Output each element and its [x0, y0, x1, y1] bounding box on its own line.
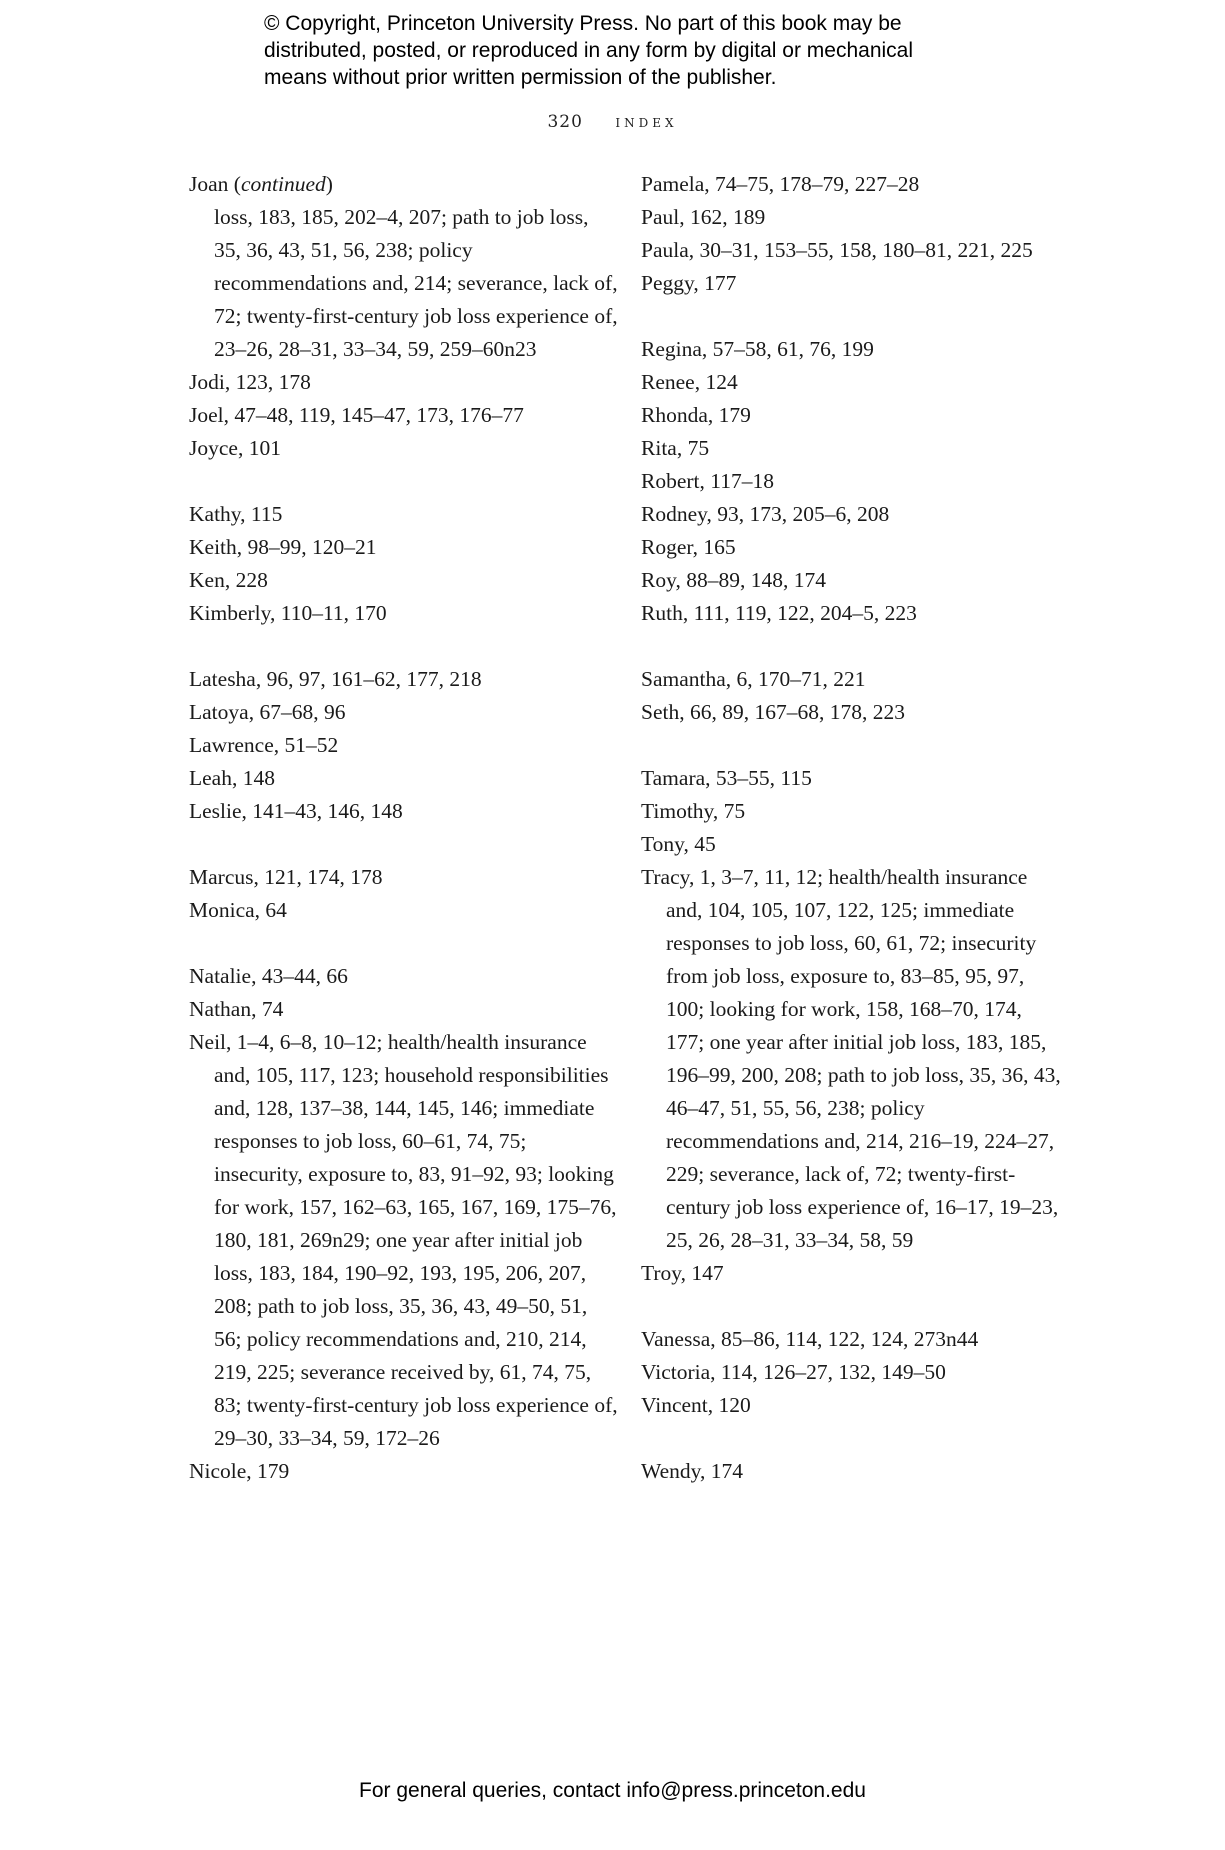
index-entry: Pamela, 74–75, 178–79, 227–28 [641, 172, 920, 196]
page-number: 320 [547, 112, 583, 132]
index-entry: Tony, 45 [641, 832, 716, 856]
index-entry: Leah, 148 [189, 766, 275, 790]
copyright-notice [264, 10, 1024, 91]
index-entry: Nicole, 179 [189, 1459, 290, 1483]
index-entry: Timothy, 75 [641, 799, 746, 823]
index-entry: Marcus, 121, 174, 178 [189, 865, 383, 889]
running-head [0, 112, 1225, 132]
index-column-right [641, 168, 1061, 1488]
index-entry: Samantha, 6, 170–71, 221 [641, 667, 866, 691]
index-entry: Wendy, 174 [641, 1459, 743, 1483]
copyright-line: distributed, posted, or reproduced in any form by digital or mechanical [264, 39, 914, 62]
index-entry: Joyce, 101 [189, 436, 281, 460]
index-entry: Seth, 66, 89, 167–68, 178, 223 [641, 700, 905, 724]
index-entry: Rita, 75 [641, 436, 710, 460]
index-entry: Keith, 98–99, 120–21 [189, 535, 377, 559]
index-entry: Rhonda, 179 [641, 403, 751, 427]
index-entry: Renee, 124 [641, 370, 738, 394]
index-entry: Vincent, 120 [641, 1393, 751, 1417]
section-title: index [615, 112, 678, 132]
entry-name: Joan [189, 172, 229, 196]
footer-contact: For general queries, contact info@press.princeton.edu [359, 1779, 866, 1802]
index-entry: Leslie, 141–43, 146, 148 [189, 799, 403, 823]
index-entry: Troy, 147 [641, 1261, 724, 1285]
index-entry: Nathan, 74 [189, 997, 284, 1021]
index-entry: Tamara, 53–55, 115 [641, 766, 812, 790]
index-column-left [189, 168, 619, 1488]
index-entry: Ken, 228 [189, 568, 268, 592]
index-entry: Paula, 30–31, 153–55, 158, 180–81, 221, 225 [641, 238, 1033, 262]
index-entry: Victoria, 114, 126–27, 132, 149–50 [641, 1360, 946, 1384]
index-entry: Peggy, 177 [641, 271, 737, 295]
index-entry: Roger, 165 [641, 535, 736, 559]
index-entry: Kimberly, 110–11, 170 [189, 601, 387, 625]
index-entry: Lawrence, 51–52 [189, 733, 339, 757]
index-entry: Neil, 1–4, 6–8, 10–12; health/health insurance and, 105, 117, 123; household responsibilities and, 128, 137–38, 144, 145, 146; immediate responses to job loss, 60–61, 74, 75; insecurity, exposure to, 83, 91–92, 93; looking for work, 157, 162–63, 165, 167, 169, 175–76, 180, 181, 269n29; one year after initial job loss, 183, 184, 190–92, 193, 195, 206, 207, 208; path to job loss, 35, 36, 43, 49–50, 51, 56; policy recommendations and, 210, 214, 219, 225; severance received by, 61, 74, 75, 83; twenty-first-century job loss experience of, 29–30, 33–34, 59, 172–26 [189, 1030, 618, 1450]
index-entry: Roy, 88–89, 148, 174 [641, 568, 826, 592]
index-entry: Jodi, 123, 178 [189, 370, 311, 394]
index-entry: Rodney, 93, 173, 205–6, 208 [641, 502, 890, 526]
index-entry: Joel, 47–48, 119, 145–47, 173, 176–77 [189, 403, 524, 427]
index-entry: Vanessa, 85–86, 114, 122, 124, 273n44 [641, 1327, 979, 1351]
index-entry: Ruth, 111, 119, 122, 204–5, 223 [641, 601, 917, 625]
index-entry: Natalie, 43–44, 66 [189, 964, 348, 988]
index-entry: Robert, 117–18 [641, 469, 774, 493]
index-entry: Latesha, 96, 97, 161–62, 177, 218 [189, 667, 482, 691]
copyright-line: © Copyright, Princeton University Press. No part of this book may be [264, 12, 902, 35]
index-entry: Kathy, 115 [189, 502, 283, 526]
index-entry: Latoya, 67–68, 96 [189, 700, 346, 724]
continued-label: continued [240, 172, 326, 196]
index-entry-continuation: loss, 183, 185, 202–4, 207; path to job loss, 35, 36, 43, 51, 56, 238; policy recommendations and, 214; severance, lack of, 72; twenty-first-century job loss experience of, 23–26, 28–31, 33–34, 59, 259–60n23 [214, 205, 618, 361]
copyright-line: means without prior written permission of the publisher. [264, 66, 777, 89]
index-entry: Tracy, 1, 3–7, 11, 12; health/health insurance and, 104, 105, 107, 122, 125; immediate responses to job loss, 60, 61, 72; insecurity from job loss, exposure to, 83–85, 95, 97, 100; looking for work, 158, 168–70, 174, 177; one year after initial job loss, 183, 185, 196–99, 200, 208; path to job loss, 35, 36, 43, 46–47, 51, 55, 56, 238; policy recommendations and, 214, 216–19, 224–27, 229; severance, lack of, 72; twenty-first-century job loss experience of, 16–17, 19–23, 25, 26, 28–31, 33–34, 58, 59 [641, 865, 1061, 1252]
index-entry: Regina, 57–58, 61, 76, 199 [641, 337, 874, 361]
index-entry-heading: Joan (continued) [189, 172, 333, 196]
index-entry: Monica, 64 [189, 898, 287, 922]
index-entry: Paul, 162, 189 [641, 205, 766, 229]
